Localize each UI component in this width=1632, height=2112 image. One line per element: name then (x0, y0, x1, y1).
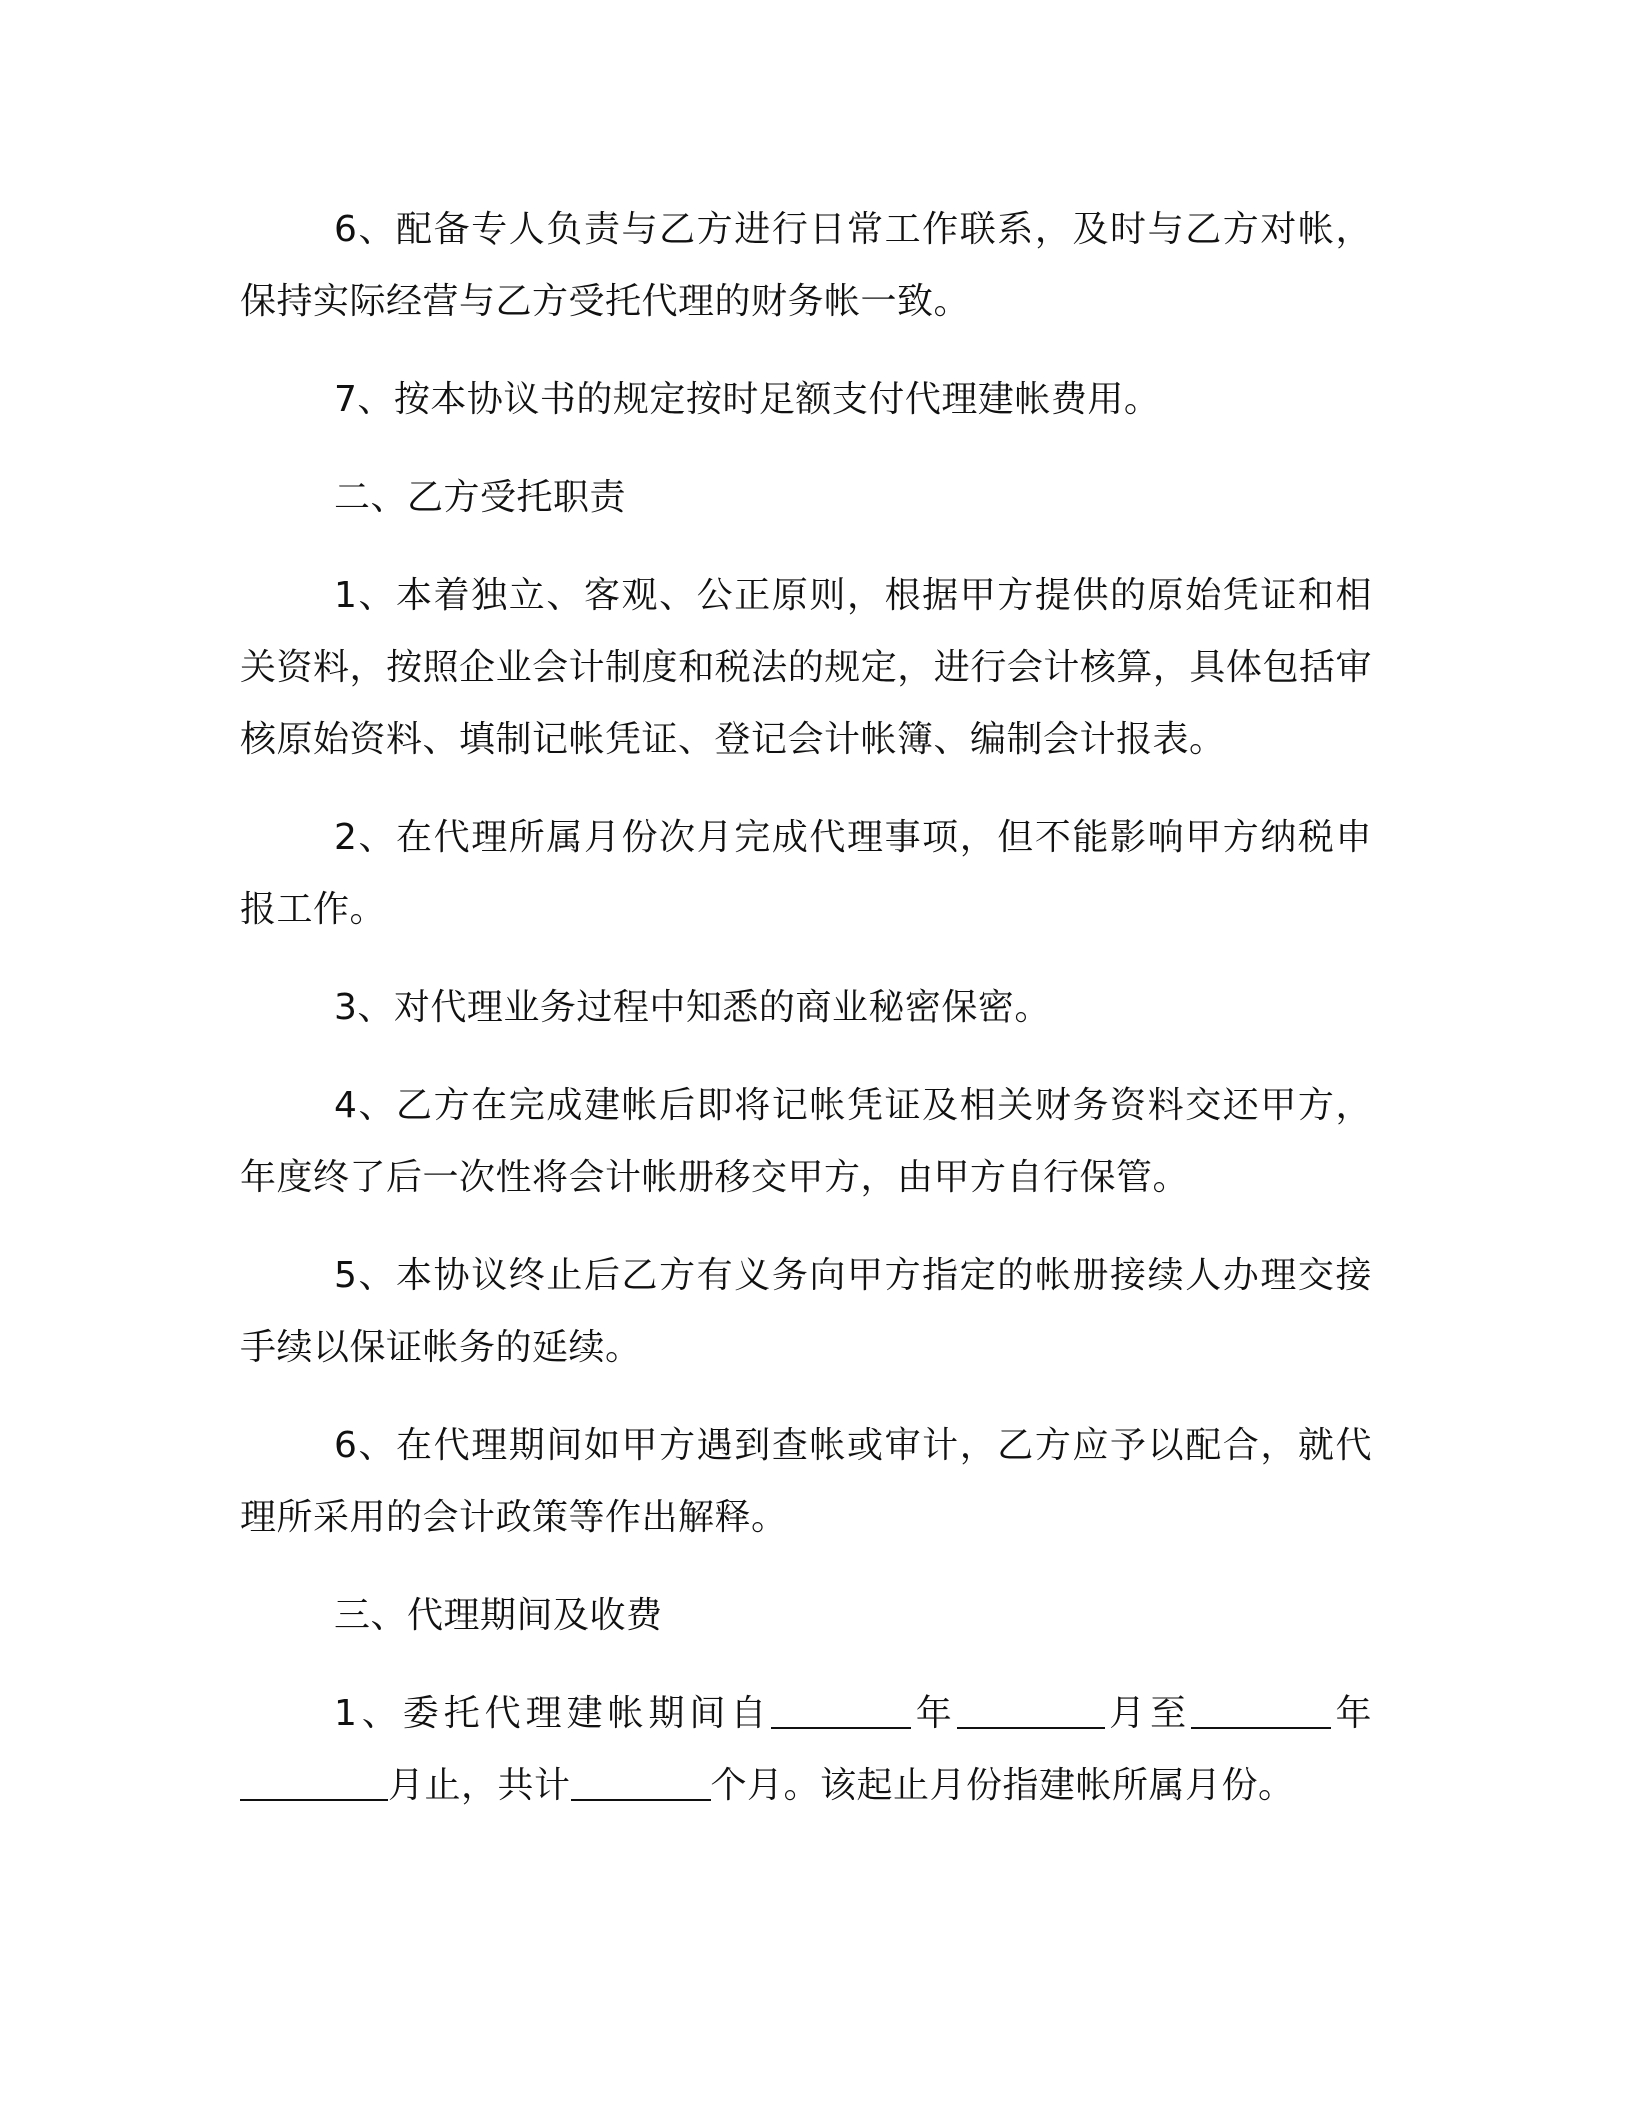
end-month-blank[interactable] (240, 1755, 388, 1801)
term-text-closing: 个月。该起止月份指建帐所属月份。 (710, 1765, 1295, 1806)
paragraph-duty-2: 2、在代理所属月份次月完成代理事项，但不能影响甲方纳税申报工作。 (240, 817, 1372, 930)
paragraph-term-clause (240, 1678, 1372, 1822)
paragraph-duty-4: 4、乙方在完成建帐后即将记帐凭证及相关财务资料交还甲方，年度终了后一次性将会计帐册移交甲方，由甲方自行保管。 (240, 1085, 1372, 1198)
paragraph-6-contact: 6、配备专人负责与乙方进行日常工作联系，及时与乙方对帐，保持实际经营与乙方受托代理的财务帐一致。 (240, 209, 1372, 322)
paragraph-duty-1: 1、本着独立、客观、公正原则，根据甲方提供的原始凭证和相关资料，按照企业会计制度和税法的规定，进行会计核算，具体包括审核原始资料、填制记帐凭证、登记会计帐簿、编制会计报表。 (240, 575, 1372, 760)
paragraph-duty-3: 3、对代理业务过程中知悉的商业秘密保密。 (334, 987, 1051, 1028)
end-year-blank[interactable] (1191, 1683, 1331, 1729)
section-heading-3: 三、代理期间及收费 (334, 1595, 663, 1636)
term-text-month-end: 月止，共计 (388, 1765, 571, 1806)
start-month-blank[interactable] (957, 1683, 1105, 1729)
start-year-blank[interactable] (771, 1683, 911, 1729)
document-body (240, 194, 1372, 1848)
total-months-blank[interactable] (571, 1755, 711, 1801)
term-text-month-to: 月至 (1104, 1693, 1192, 1734)
paragraph-7-payment: 7、按本协议书的规定按时足额支付代理建帐费用。 (334, 379, 1161, 420)
term-text-start: 1、委托代理建帐期间自 (334, 1693, 772, 1734)
paragraph-duty-6: 6、在代理期间如甲方遇到查帐或审计，乙方应予以配合，就代理所采用的会计政策等作出解释。 (240, 1425, 1372, 1538)
term-text-year: 年 (911, 1693, 957, 1734)
paragraph-duty-5: 5、本协议终止后乙方有义务向甲方指定的帐册接续人办理交接手续以保证帐务的延续。 (240, 1255, 1372, 1368)
term-text-year-end: 年 (1331, 1693, 1372, 1734)
section-heading-2: 二、乙方受托职责 (334, 477, 627, 518)
